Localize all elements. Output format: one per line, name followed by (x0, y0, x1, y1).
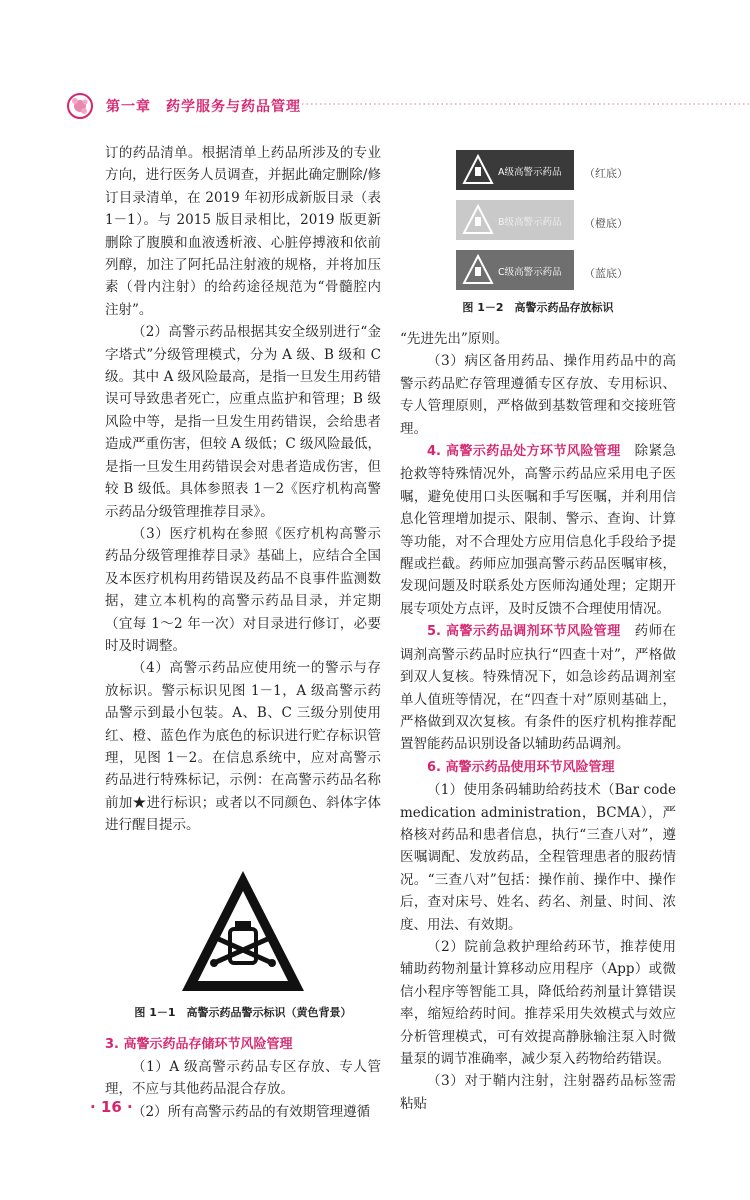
section-title: 4. 高警示药品处方环节风险管理 (427, 444, 621, 460)
section-text: 药师在调剂高警示药品时应执行“四查十对”，严格做到双人复核。特殊情况下，如急诊药品调剂室单人值班等情况，在“四查十对”原则基础上，严格做到双次复核。有条件的医疗机构推荐配置智能药品识别设备以辅助药品调剂。 (400, 623, 677, 753)
paragraph: （3）对于鞘内注射，注射器药品标签需粘贴 (400, 1073, 676, 1112)
section-heading (105, 1033, 381, 1056)
label-text: A级高警示药品 (498, 167, 562, 178)
page-number: · 16 · (90, 1098, 133, 1116)
section-title: 3. 高警示药品存储环节风险管理 (105, 1036, 293, 1052)
paragraph: （2）高警示药品根据其安全级别进行“金字塔式”分级管理模式，分为 A 级、B 级和 C 级。其中 A 级风险最高，是指一旦发生用药错误可导致患者死亡，应重点监护和管理；B 级风险中等，是指一旦发生用药错误，会给患者造成严重伤害，但较 A 级低；C 级风险最低，是指一旦发生用药错误会对患者造成伤害，但较 B 级低。具体参照表 1－2《医疗机构高警示药品分级管理推荐目录》。 (105, 324, 381, 520)
chapter-logo-icon (66, 92, 94, 120)
chapter-title: 第一章 药学服务与药品管理 (106, 99, 301, 115)
paragraph: 订的药品清单。根据清单上药品所涉及的专业方向，进行医务人员调查，并据此确定删除/修订目录清单，在 2019 年初形成新版目录（表 1－1）。与 2015 版目录相比，2019 版更新删除了腹膜和血液透析液、心脏停搏液和依前列醇，加注了阿托品注射液的规格，并将加压素（骨内注射）的给药途径规范为“骨髓腔内注射”。 (105, 145, 381, 318)
label-a (456, 150, 574, 190)
warning-triangle-icon (462, 204, 494, 236)
figure-caption: 图 1－1 高警示药品警示标识（黄色背景） (134, 1005, 352, 1019)
label-color-note: （蓝底） (584, 267, 628, 280)
warning-sign-figure (178, 867, 308, 997)
label-color-note: （橙底） (584, 217, 628, 230)
paragraph: （3）医疗机构在参照《医疗机构高警示药品分级管理推荐目录》基础上，应结合全国及本医疗机构用药错误及药品不良事件监测数据，建立本机构的高警示药品目录，并定期（宜每 1～2 年一次）对目录进行修订，必要时及时调整。 (105, 525, 381, 654)
header-divider (284, 102, 750, 106)
section-title: 5. 高警示药品调剂环节风险管理 (427, 624, 621, 640)
paragraph: （2）院前急救护理给药环节，推荐使用辅助药物剂量计算移动应用程序（App）或微信小程序等智能工具，降低给药剂量计算错误率，缩短给药时间。推荐采用失效模式与效应分析管理模式，可有效提高静脉输注泵入时微量泵的调节准确率，减少泵入药物给药错误。 (400, 938, 676, 1067)
section-text: 除紧急抢救等特殊情况外，高警示药品应采用电子医嘱，避免使用口头医嘱和手写医嘱，并利用信息化管理增加提示、限制、警示、查询、计算等功能，对不合理处方应用信息化手段给予提醒或拦截。药师应加强高警示药品医嘱审核，发现问题及时联系处方医师沟通处理；定期开展专项处方点评，及时反馈不合理使用情况。 (400, 443, 677, 617)
storage-label-figure (400, 150, 676, 292)
paragraph: （1）使用条码辅助给药技术（Bar code medication administration，BCMA），严格核对药品和患者信息，执行“三查八对”，遵医嘱调配、发放药品，全程管理患者的服药情况。“三查八对”包括：操作前、操作中、操作后，查对床号、姓名、药名、剂量、时间、浓度、用法、有效期。 (400, 782, 676, 933)
paragraph: （1）A 级高警示药品专区存放、专人管理，不应与其他药品混合存放。 (105, 1059, 381, 1098)
running-header (66, 92, 706, 118)
warning-triangle-icon (462, 254, 494, 286)
section-heading (400, 756, 676, 779)
paragraph: （3）病区备用药品、操作用药品中的高警示药品贮存管理遵循专区存放、专用标识、专人管理原则，严格做到基数管理和交接班管理。 (400, 353, 676, 437)
label-color-note: （红底） (584, 167, 628, 180)
section-paragraph (400, 440, 676, 620)
label-c (456, 250, 574, 290)
right-column (400, 150, 676, 1115)
section-title: 6. 高警示药品使用环节风险管理 (427, 759, 615, 775)
paragraph: （2）所有高警示药品的有效期管理遵循 (132, 1103, 371, 1120)
label-b (456, 200, 574, 240)
label-text: B级高警示药品 (498, 217, 562, 228)
left-column (105, 142, 381, 1123)
warning-triangle-icon (462, 154, 494, 186)
label-text: C级高警示药品 (498, 267, 562, 278)
section-paragraph (400, 620, 676, 755)
paragraph: （4）高警示药品应使用统一的警示与存放标识。警示标识见图 1－1，A 级高警示药品警示到最小包装。A、B、C 三级分别使用红、橙、蓝色作为底色的标识进行贮存标识管理，见图 1－2。在信息系统中，应对高警示药品进行特殊标记，示例：在高警示药品名称前加★进行标识；或者以不同颜色、斜体字体进行醒目提示。 (105, 660, 381, 834)
figure-caption: 图 1－2 高警示药品存放标识 (462, 301, 614, 314)
paragraph: “先进先出”原则。 (400, 331, 509, 347)
